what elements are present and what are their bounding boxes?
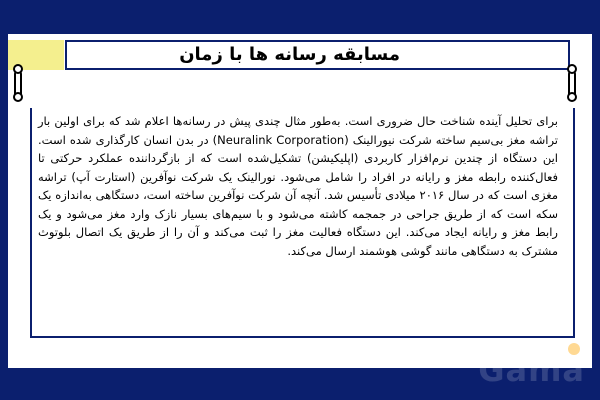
slide-title: مسابقه رسانه ها با زمان	[179, 44, 400, 65]
scroll-pin-icon	[567, 92, 577, 102]
body-paragraph: برای تحلیل آینده شناخت حال ضروری است. به‌طور مثال چندی پیش در رسانه‌ها اعلام شد که برای اولین بار تراشه مغز بی‌سیم ساخته شرکت نیورالینک (Neuralink Corporation) در بدن انسان کارگذاری شده است. این دستگاه از چندین نرم‌افزار کاربردی (اپلیکیشن) تشکیل‌شده است که از بازگرداننده عملکرد حرکتی تا فعال‌کننده رابطه مغز و رایانه در افراد را شامل می‌شود. نورالینک یک شرکت نوآفرین (استارت آپ) تراشه مغزی است که در سال ۲۰۱۶ میلادی تأسیس شد. آنچه آن شرکت نوآفرین ساخته است، دستگاهی به‌اندازه یک سکه است که از طریق جراحی در جمجمه کاشته می‌شود و با سیم‌های بسیار نازک وارد مغز می‌شود و یک رابط مغز و رایانه ایجاد می‌کند. این دستگاه فعالیت مغز را ثبت می‌کند و آن را از طریق یک اتصال بلوتوث مشترک به دستگاهی مانند گوشی هوشمند ارسال می‌کند.	[38, 114, 559, 258]
scroll-pin-icon	[13, 64, 23, 74]
watermark-logo: Gama	[478, 351, 585, 389]
scroll-pin-icon	[567, 64, 577, 74]
scroll-pin-icon	[13, 92, 23, 102]
